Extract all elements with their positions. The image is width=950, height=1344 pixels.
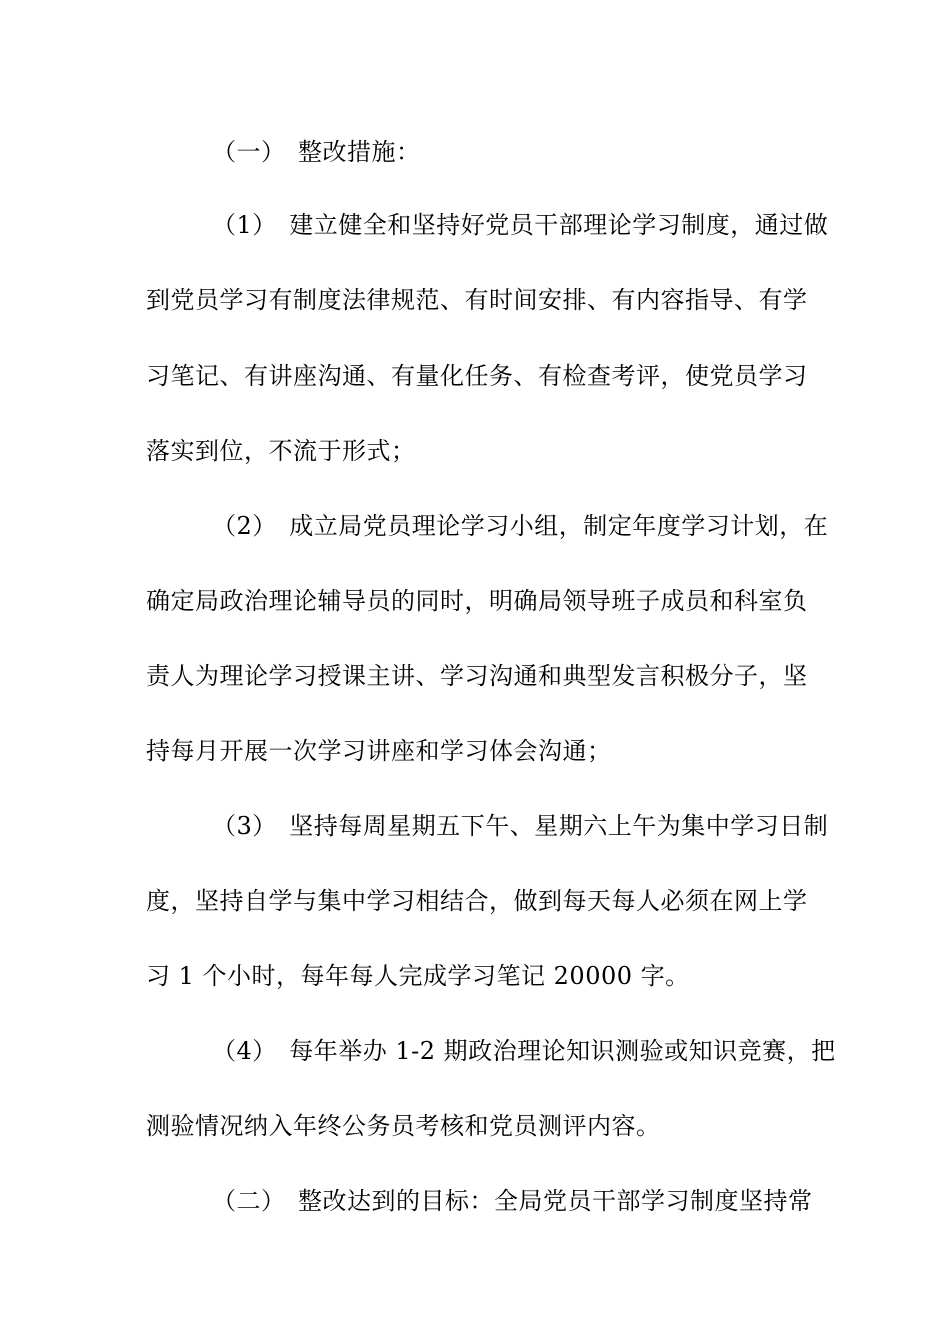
paragraph-line: 习 1 个小时，每年每人完成学习笔记 20000 字。 (146, 962, 690, 990)
paragraph-line: 度，坚持自学与集中学习相结合，做到每天每人必须在网上学 (146, 887, 808, 915)
section-heading-measures: （一） 整改措施： (212, 138, 421, 166)
paragraph-line: （4） 每年举办 1-2 期政治理论知识测验或知识竞赛，把 (212, 1037, 836, 1065)
paragraph-line: 确定局政治理论辅导员的同时，明确局领导班子成员和科室负 (146, 587, 808, 615)
paragraph-line: （3） 坚持每周星期五下午、星期六上午为集中学习日制 (212, 812, 829, 840)
paragraph-line: 习笔记、有讲座沟通、有量化任务、有检查考评，使党员学习 (146, 362, 808, 390)
section-heading-goals: （二） 整改达到的目标：全局党员干部学习制度坚持常 (212, 1187, 813, 1215)
paragraph-line: 责人为理论学习授课主讲、学习沟通和典型发言积极分子，坚 (146, 662, 808, 690)
paragraph-line: 测验情况纳入年终公务员考核和党员测评内容。 (146, 1112, 661, 1140)
paragraph-line: 到党员学习有制度法律规范、有时间安排、有内容指导、有学 (146, 286, 808, 314)
paragraph-line: 持每月开展一次学习讲座和学习体会沟通； (146, 737, 612, 765)
paragraph-line: 落实到位，不流于形式； (146, 437, 416, 465)
paragraph-line: （1） 建立健全和坚持好党员干部理论学习制度，通过做 (212, 211, 829, 239)
paragraph-line: （2） 成立局党员理论学习小组，制定年度学习计划，在 (212, 512, 829, 540)
